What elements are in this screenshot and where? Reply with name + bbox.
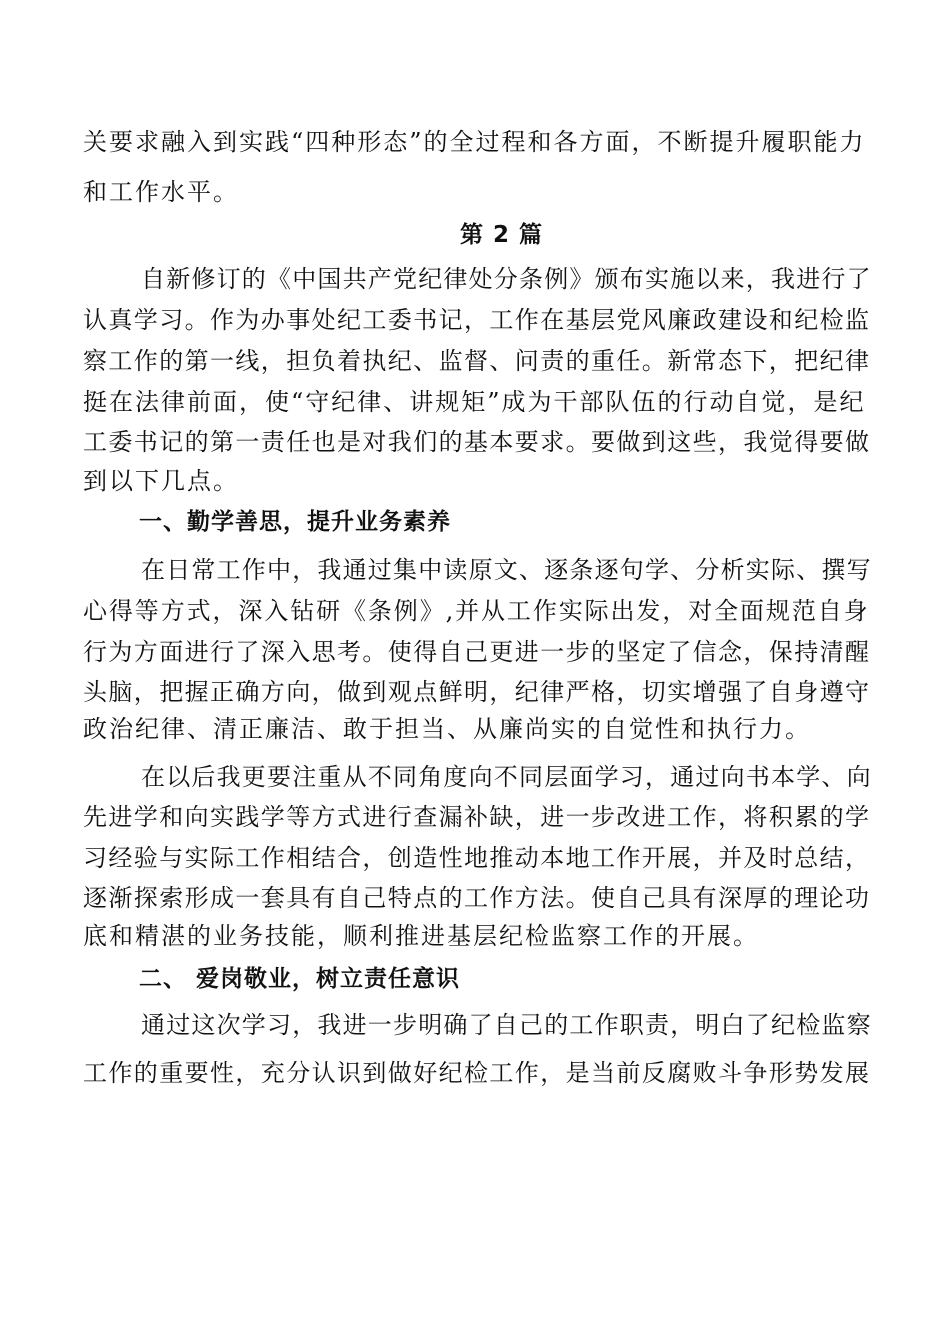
body-text-line: 先进学和向实践学等方式进行查漏补缺，进一步改进工作，将积累的学 (83, 803, 871, 831)
body-text-line: 通过这次学习，我进一步明确了自己的工作职责，明白了纪检监察 (141, 1011, 872, 1039)
body-text-line: 在日常工作中，我通过集中读原文、逐条逐句学、分析实际、撰写 (141, 556, 872, 584)
body-text-line: 自新修订的《中国共产党纪律处分条例》颁布实施以来，我进行了 (141, 265, 872, 293)
body-text-line: 到以下几点。 (83, 467, 239, 495)
subheading: 一、勤学善思，提升业务素养 (139, 509, 451, 535)
body-text-line: 关要求融入到实践“四种形态”的全过程和各方面，不断提升履职能力 (83, 128, 866, 156)
subheading: 二、 爱岗敬业，树立责任意识 (139, 966, 461, 992)
body-text-line: 工作的重要性，充分认识到做好纪检工作，是当前反腐败斗争形势发展 (83, 1059, 871, 1087)
body-text-line: 底和精湛的业务技能，顺利推进基层纪检监察工作的开展。 (83, 922, 759, 950)
body-text-line: 认真学习。作为办事处纪工委书记，工作在基层党风廉政建设和纪检监 (83, 306, 871, 334)
body-text-line: 工委书记的第一责任也是对我们的基本要求。要做到这些，我觉得要做 (83, 428, 871, 456)
body-text-line: 行为方面进行了深入思考。使得自己更进一步的坚定了信念，保持清醒 (83, 638, 871, 666)
body-text-line: 挺在法律前面，使“守纪律、讲规矩”成为干部队伍的行动自觉，是纪 (83, 388, 866, 416)
body-text-line: 和工作水平。 (83, 178, 239, 206)
body-text-line: 习经验与实际工作相结合，创造性地推动本地工作开展，并及时总结， (83, 844, 871, 872)
body-text-line: 头脑，把握正确方向，做到观点鲜明，纪律严格，切实增强了自身遵守 (83, 678, 871, 706)
section-title: 第 2 篇 (460, 222, 544, 248)
body-text-line: 政治纪律、清正廉洁、敢于担当、从廉尚实的自觉性和执行力。 (83, 715, 811, 743)
body-text-line: 察工作的第一线，担负着执纪、监督、问责的重任。新常态下，把纪律 (83, 347, 871, 375)
body-text-line: 在以后我更要注重从不同角度向不同层面学习，通过向书本学、向 (141, 763, 872, 791)
body-text-line: 逐渐探索形成一套具有自己特点的工作方法。使自己具有深厚的理论功 (83, 884, 871, 912)
body-text-line: 心得等方式，深入钻研《条例》,并从工作实际出发，对全面规范自身 (83, 597, 870, 625)
